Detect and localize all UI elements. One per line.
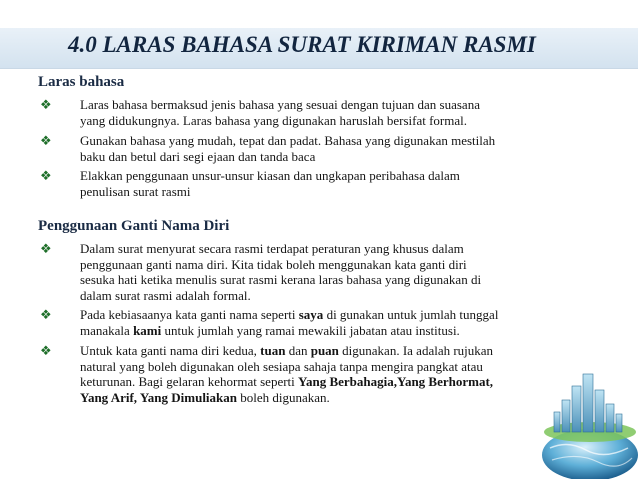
list-item: Gunakan bahasa yang mudah, tepat dan padat. Bahasa yang digunakan mestilah baku dan betul dari segi ejaan dan tanda baca: [80, 133, 496, 164]
diamond-bullet-icon: ❖: [40, 343, 52, 358]
diamond-bullet-icon: ❖: [40, 241, 52, 256]
list-item: Dalam surat menyurat secara rasmi terdapat peraturan yang khusus dalam penggunaan ganti nama diri. Kita tidak boleh menggunakan kata ganti diri sesuka hati ketika menulis surat rasmi kerana laras bahasa yang digunakan di dalam surat rasmi adalah formal.: [80, 241, 482, 303]
slide-title: 4.0 LARAS BAHASA SURAT KIRIMAN RASMI: [68, 32, 536, 57]
list-item: Elakkan penggunaan unsur-unsur kiasan dan ungkapan peribahasa dalam penulisan surat rasmi: [80, 168, 460, 199]
section-heading-ganti-nama-diri: Penggunaan Ganti Nama Diri: [38, 218, 230, 234]
globe-city-icon: [528, 360, 638, 479]
diamond-bullet-icon: ❖: [40, 133, 52, 148]
list-item: Untuk kata ganti nama diri kedua, tuan dan puan digunakan. Ia adalah rujukan natural yang boleh digunakan oleh sesiapa sahaja tanpa mengira pangkat atau keturunan. Bagi gelaran kehormat seperti Yang Berbahagia,Yang Berhormat, Yang Arif, Yang Dimuliakan boleh digunakan.: [80, 343, 494, 405]
diamond-bullet-icon: ❖: [40, 97, 52, 112]
list-item: Laras bahasa bermaksud jenis bahasa yang sesuai dengan tujuan dan suasana yang didukungnya. Laras bahasa yang digunakan haruslah bersifat formal.: [80, 97, 480, 128]
section-heading-laras-bahasa: Laras bahasa: [38, 74, 125, 90]
diamond-bullet-icon: ❖: [40, 307, 52, 322]
list-item: Pada kebiasaanya kata ganti nama seperti saya di gunakan untuk jumlah tunggal manakala kami untuk jumlah yang ramai mewakili jabatan atau institusi.: [80, 307, 499, 338]
diamond-bullet-icon: ❖: [40, 168, 52, 183]
